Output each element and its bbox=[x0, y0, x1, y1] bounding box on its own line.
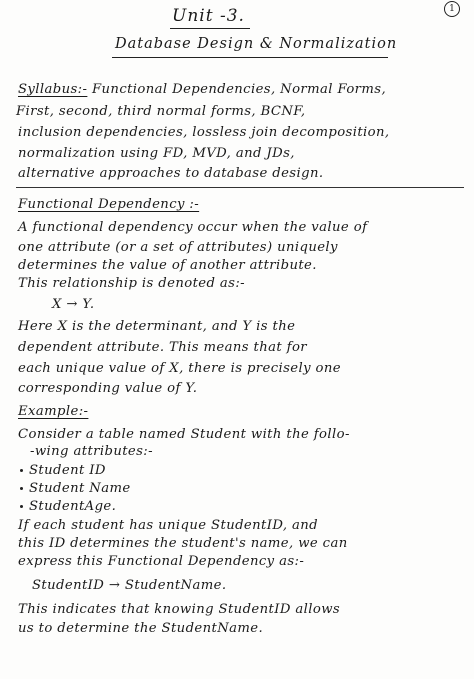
syllabus-label: Syllabus:- bbox=[18, 82, 88, 97]
syllabus-line-4: normalization using FD, MVD, and JDs, bbox=[18, 146, 295, 161]
bullet-icon bbox=[20, 469, 23, 472]
attribute-label-1: Student ID bbox=[29, 463, 106, 478]
attribute-item-3 bbox=[20, 499, 116, 515]
page-number: 1 bbox=[444, 1, 460, 17]
fd-heading: Functional Dependency :- bbox=[18, 197, 200, 212]
syllabus-line-3: inclusion dependencies, lossless join decomposition, bbox=[18, 125, 390, 140]
attribute-item-1 bbox=[20, 463, 106, 479]
attribute-item-2 bbox=[20, 481, 131, 497]
attribute-label-2: Student Name bbox=[29, 481, 131, 496]
fd-line-2: one attribute (or a set of attributes) uniquely bbox=[18, 240, 338, 255]
example-conclusion-1: This indicates that knowing StudentID allows bbox=[18, 602, 341, 617]
syllabus-line-5: alternative approaches to database design. bbox=[18, 166, 324, 181]
fd-explanation-1: Here X is the determinant, and Y is the bbox=[18, 319, 296, 334]
example-line-5: express this Functional Dependency as:- bbox=[18, 554, 305, 569]
fd-explanation-4: corresponding value of Y. bbox=[18, 381, 198, 396]
bullet-icon bbox=[20, 505, 23, 508]
example-line-2: -wing attributes:- bbox=[30, 444, 153, 459]
example-notation: StudentID → StudentName. bbox=[32, 578, 227, 593]
section-divider bbox=[16, 187, 464, 188]
syllabus-line-2: First, second, third normal forms, BCNF, bbox=[16, 104, 306, 119]
fd-notation: X → Y. bbox=[52, 297, 95, 312]
fd-explanation-3: each unique value of X, there is precisely one bbox=[18, 361, 341, 376]
fd-explanation-2: dependent attribute. This means that for bbox=[18, 340, 307, 355]
title-underline bbox=[170, 28, 250, 29]
subtitle-underline bbox=[112, 57, 388, 58]
example-line-4: this ID determines the student's name, we can bbox=[18, 536, 348, 551]
page-title: Unit -3. bbox=[172, 6, 245, 26]
page-subtitle: Database Design & Normalization bbox=[115, 36, 398, 52]
fd-line-1: A functional dependency occur when the value of bbox=[18, 220, 368, 235]
attribute-label-3: StudentAge. bbox=[29, 499, 117, 514]
example-line-3: If each student has unique StudentID, and bbox=[18, 518, 319, 533]
syllabus-line-1 bbox=[18, 82, 386, 98]
bullet-icon bbox=[20, 487, 23, 490]
syllabus-text-1: Functional Dependencies, Normal Forms, bbox=[91, 82, 387, 97]
example-heading: Example:- bbox=[18, 404, 89, 419]
fd-line-4: This relationship is denoted as:- bbox=[18, 276, 246, 291]
fd-line-3: determines the value of another attribute. bbox=[18, 258, 317, 273]
example-conclusion-2: us to determine the StudentName. bbox=[18, 621, 264, 636]
example-line-1: Consider a table named Student with the follo- bbox=[18, 427, 350, 442]
